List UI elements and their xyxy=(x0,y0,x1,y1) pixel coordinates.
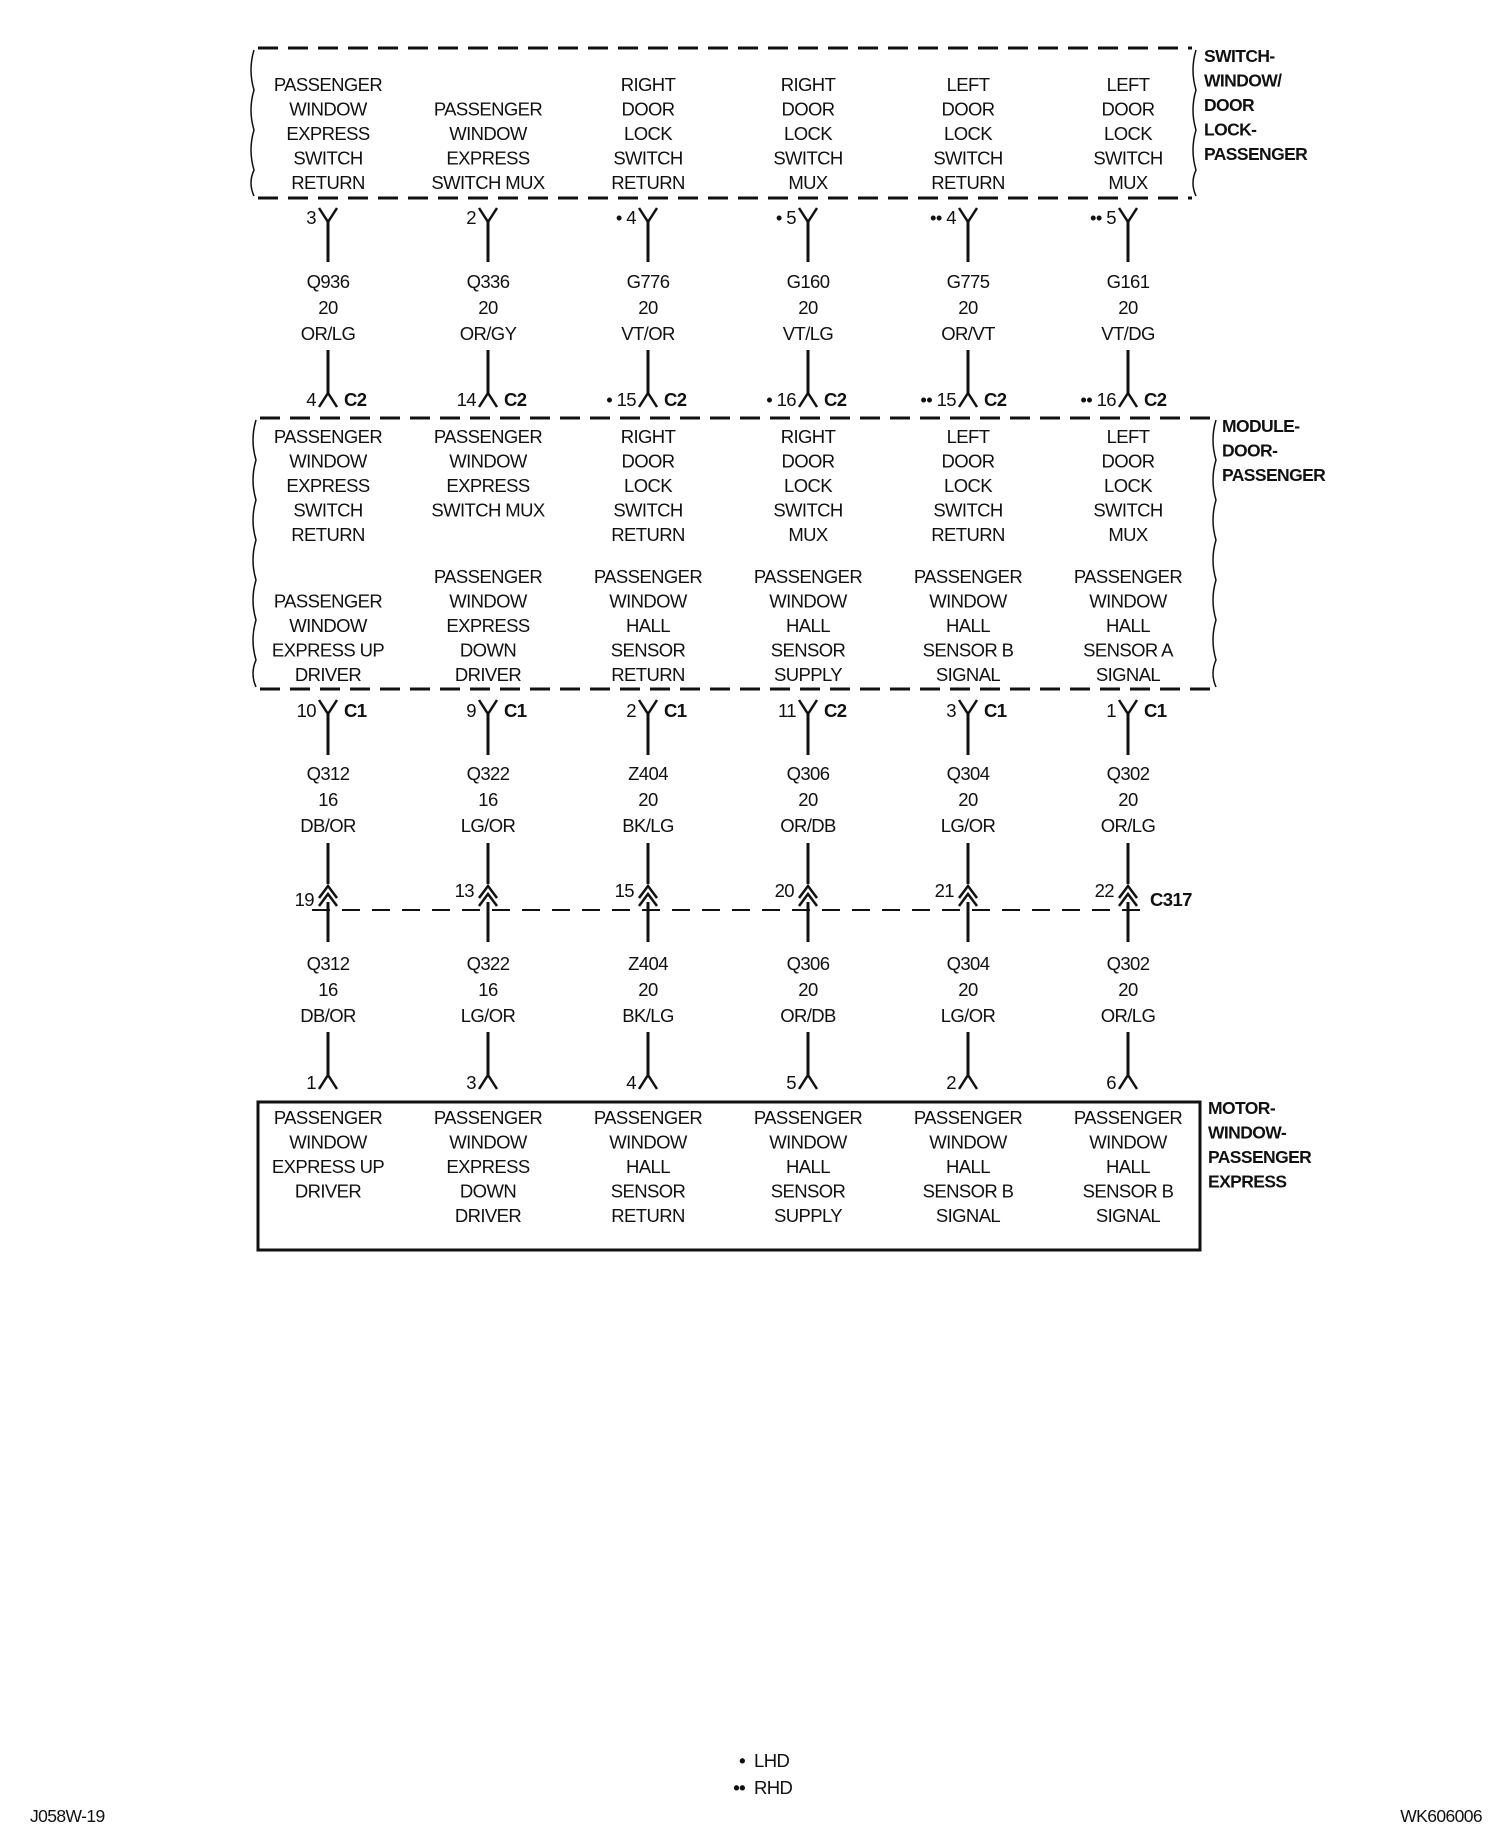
module-lower-pin-label: PASSENGER xyxy=(753,566,863,587)
terminal-shape xyxy=(639,208,657,222)
terminal-shape xyxy=(479,700,497,714)
motor-connector-pin: 5 xyxy=(786,1072,796,1093)
lower-wire-label: 20 xyxy=(638,979,658,1000)
upper-wire-label: G160 xyxy=(786,271,830,292)
switch-connector-pin: • 4 xyxy=(615,207,636,228)
module-upper-pin-label: SWITCH xyxy=(613,499,683,521)
module-upper-pin-label: SWITCH xyxy=(1093,499,1163,521)
module-right-edge xyxy=(1213,420,1216,687)
middle-wire-label: Q304 xyxy=(946,763,990,784)
motor-pin-label: SENSOR B xyxy=(922,1180,1014,1202)
middle-circuits xyxy=(297,700,1167,884)
module-upper-pin-label: SWITCH MUX xyxy=(431,499,545,521)
switch-connector-pin: 3 xyxy=(306,207,316,228)
terminal-shape xyxy=(1119,393,1137,407)
module-lower-pin-label: SENSOR B xyxy=(922,639,1014,661)
terminal-shape xyxy=(639,393,657,407)
motor-pin-label: PASSENGER xyxy=(1073,1107,1183,1128)
motor-terminal xyxy=(639,1075,657,1089)
module-bottom-terminal xyxy=(1119,700,1137,714)
module-lower-pin-label: WINDOW xyxy=(609,590,687,612)
switch-pin-label: WINDOW xyxy=(449,123,527,144)
lower-wire-label: Q306 xyxy=(786,953,830,974)
switch-pin-label: MUX xyxy=(788,172,828,193)
module-bottom-connector-pin: 1 xyxy=(1106,700,1116,721)
module-upper-pin-label: MUX xyxy=(788,524,828,545)
upper-wire-label: Q936 xyxy=(306,271,350,292)
motor-pin-label: WINDOW xyxy=(609,1131,687,1153)
module-bottom-connector-pin: 2 xyxy=(626,700,636,721)
module-top-connector-pin: •• 16 xyxy=(1080,389,1116,410)
module-bottom-terminal xyxy=(799,700,817,714)
switch-terminal xyxy=(1119,208,1137,222)
motor-pin-label: SENSOR xyxy=(770,1180,846,1202)
motor-pin-label: SIGNAL xyxy=(1095,1205,1161,1226)
lower-wire-label: BK/LG xyxy=(622,1005,674,1026)
middle-wire-label: Z404 xyxy=(628,763,668,784)
module-component-name: PASSENGER xyxy=(1222,465,1326,485)
upper-wire-label: G161 xyxy=(1106,271,1150,292)
lower-wire-label: 20 xyxy=(1118,979,1138,1000)
upper-wire-label: 20 xyxy=(798,297,818,318)
terminal-shape xyxy=(319,393,337,407)
motor-pin-label: WINDOW xyxy=(1089,1131,1167,1153)
switch-pin-label: PASSENGER xyxy=(273,74,383,95)
module-bottom-connector-name: C1 xyxy=(504,700,527,721)
motor-connector-pin: 2 xyxy=(946,1072,956,1093)
legend-mark: • xyxy=(739,1750,745,1771)
module-upper-pin-label: DOOR xyxy=(781,450,835,472)
motor-terminal xyxy=(799,1075,817,1089)
module-bottom-connector-pin: 9 xyxy=(466,700,476,721)
upper-wire-label: 20 xyxy=(478,297,498,318)
c317-pin: 21 xyxy=(934,880,954,901)
terminal-shape xyxy=(799,208,817,222)
switch-pin-label: SWITCH xyxy=(773,147,843,169)
motor-component-name: WINDOW- xyxy=(1208,1122,1287,1143)
motor-pin-label: SENSOR xyxy=(610,1180,686,1202)
switch-pin-label: LEFT xyxy=(1106,74,1150,95)
figure-code-right: WK606006 xyxy=(1400,1806,1482,1826)
module-lower-pin-label: WINDOW xyxy=(769,590,847,612)
middle-wire-label: Q302 xyxy=(1106,763,1150,784)
module-lower-pin-label: SUPPLY xyxy=(773,664,843,685)
inline-connector-c317 xyxy=(295,880,1193,910)
switch-pin-label: SWITCH xyxy=(293,147,363,169)
module-top-terminal xyxy=(639,393,657,407)
lower-wire-label: OR/LG xyxy=(1100,1005,1156,1026)
switch-component-name: WINDOW/ xyxy=(1204,70,1282,91)
middle-wire-label: Q322 xyxy=(466,763,510,784)
switch-connector-pin: •• 4 xyxy=(930,207,956,228)
terminal-shape xyxy=(319,1075,337,1089)
module-top-connector-name: C2 xyxy=(344,389,367,410)
motor-pin-label: WINDOW xyxy=(769,1131,847,1153)
switch-pin-label: LOCK xyxy=(1104,123,1152,144)
module-door-passenger-component xyxy=(253,416,1326,689)
module-lower-pin-label: WINDOW xyxy=(929,590,1007,612)
module-lower-pin-label: EXPRESS UP xyxy=(271,639,385,661)
module-upper-pin-label: LEFT xyxy=(946,426,990,447)
lower-wire-label: Q312 xyxy=(306,953,350,974)
switch-window-door-lock-component xyxy=(251,46,1308,198)
module-bottom-terminal xyxy=(319,700,337,714)
middle-wire-label: 20 xyxy=(1118,789,1138,810)
terminal-shape xyxy=(639,1075,657,1089)
upper-wire-label: OR/VT xyxy=(941,323,995,344)
module-lower-pin-label: SIGNAL xyxy=(935,664,1001,685)
figure-code-left: J058W-19 xyxy=(30,1806,105,1826)
lower-wire-label: 16 xyxy=(318,979,338,1000)
module-top-connector-name: C2 xyxy=(824,389,847,410)
terminal-shape xyxy=(319,208,337,222)
motor-pin-label: EXPRESS UP xyxy=(271,1156,385,1177)
motor-pin-label: HALL xyxy=(1106,1156,1150,1177)
upper-wire-label: 20 xyxy=(318,297,338,318)
switch-terminal xyxy=(799,208,817,222)
module-lower-pin-label: EXPRESS xyxy=(446,615,530,636)
lower-wire-label: Z404 xyxy=(628,953,668,974)
motor-pin-label: WINDOW xyxy=(929,1131,1007,1153)
switch-pin-label: DOOR xyxy=(941,98,995,120)
module-lower-pin-label: DOWN xyxy=(459,639,517,661)
switch-pin-label: SWITCH xyxy=(1093,147,1163,169)
c317-pin: 15 xyxy=(614,880,634,901)
switch-component-name: PASSENGER xyxy=(1204,144,1308,164)
module-bottom-connector-name: C1 xyxy=(344,700,367,721)
c317-pin: 13 xyxy=(454,880,474,901)
switch-pin-label: LOCK xyxy=(784,123,832,144)
middle-wire-label: 20 xyxy=(958,789,978,810)
middle-wire-label: OR/DB xyxy=(780,815,836,836)
module-lower-pin-label: HALL xyxy=(1106,615,1150,636)
module-top-terminal xyxy=(479,393,497,407)
module-bottom-connector-pin: 3 xyxy=(946,700,956,721)
terminal-shape xyxy=(319,700,337,714)
terminal-shape xyxy=(479,393,497,407)
switch-pin-label: SWITCH MUX xyxy=(431,172,545,193)
motor-pin-label: PASSENGER xyxy=(913,1107,1023,1128)
terminal-shape xyxy=(959,1075,977,1089)
middle-wire-label: 20 xyxy=(798,789,818,810)
c317-pin: 22 xyxy=(1094,880,1114,901)
switch-pin-label: EXPRESS xyxy=(286,123,370,144)
motor-pin-label: WINDOW xyxy=(289,1131,367,1153)
switch-pin-label: RETURN xyxy=(931,172,1005,193)
terminal-shape xyxy=(799,393,817,407)
lower-wire-label: Q302 xyxy=(1106,953,1150,974)
switch-terminal xyxy=(959,208,977,222)
motor-pin-label: DRIVER xyxy=(294,1180,362,1202)
c317-name: C317 xyxy=(1150,889,1192,910)
lower-wire-label: LG/OR xyxy=(460,1005,516,1026)
module-upper-pin-label: RIGHT xyxy=(780,426,836,447)
module-bottom-connector-pin: 11 xyxy=(777,700,796,721)
module-lower-pin-label: SIGNAL xyxy=(1095,664,1161,685)
motor-pin-label: HALL xyxy=(946,1156,990,1177)
motor-box xyxy=(258,1102,1200,1250)
module-component-name: MODULE- xyxy=(1222,416,1300,436)
footer xyxy=(30,1806,1482,1826)
terminal-shape xyxy=(1119,208,1137,222)
lower-wire-label: DB/OR xyxy=(300,1005,356,1026)
module-top-connector-pin: 14 xyxy=(456,389,476,410)
module-component-name: DOOR- xyxy=(1222,440,1278,461)
lower-wire-label: LG/OR xyxy=(940,1005,996,1026)
switch-pin-label: RIGHT xyxy=(780,74,836,95)
motor-pin-label: WINDOW xyxy=(449,1131,527,1153)
middle-wire-label: Q312 xyxy=(306,763,350,784)
module-lower-pin-label: RETURN xyxy=(611,664,685,685)
switch-pin-label: SWITCH xyxy=(613,147,683,169)
module-lower-pin-label: WINDOW xyxy=(449,590,527,612)
module-top-connector-pin: 4 xyxy=(306,389,316,410)
module-lower-pin-label: PASSENGER xyxy=(273,590,383,612)
switch-pin-label: SWITCH xyxy=(933,147,1003,169)
module-lower-pin-label: WINDOW xyxy=(1089,590,1167,612)
legend-mark: •• xyxy=(733,1777,745,1798)
c317-pin: 19 xyxy=(294,889,314,910)
upper-wire-label: 20 xyxy=(958,297,978,318)
switch-terminal xyxy=(319,208,337,222)
switch-pin-label: LOCK xyxy=(624,123,672,144)
switch-pin-label: DOOR xyxy=(621,98,675,120)
switch-left-edge xyxy=(251,50,254,196)
module-top-connector-pin: • 16 xyxy=(766,389,796,410)
module-upper-pin-label: PASSENGER xyxy=(433,426,543,447)
motor-window-passenger-express-component xyxy=(258,1098,1312,1250)
module-upper-pin-label: PASSENGER xyxy=(273,426,383,447)
terminal-shape xyxy=(479,1075,497,1089)
module-top-connector-name: C2 xyxy=(1144,389,1167,410)
motor-component-name: PASSENGER xyxy=(1208,1147,1312,1167)
switch-pin-label: DOOR xyxy=(1101,98,1155,120)
motor-connector-pin: 1 xyxy=(306,1072,316,1093)
motor-terminal xyxy=(479,1075,497,1089)
module-top-connector-pin: • 15 xyxy=(606,389,636,410)
switch-pin-label: RETURN xyxy=(611,172,685,193)
module-bottom-terminal xyxy=(639,700,657,714)
switch-pin-label: RIGHT xyxy=(620,74,676,95)
switch-right-edge xyxy=(1193,50,1196,196)
module-upper-pin-label: DOOR xyxy=(941,450,995,472)
module-upper-pin-label: SWITCH xyxy=(293,499,363,521)
motor-component-name: MOTOR- xyxy=(1208,1098,1276,1118)
module-upper-pin-label: RETURN xyxy=(931,524,1005,545)
switch-component-name: LOCK- xyxy=(1204,119,1257,140)
switch-pin-label: DOOR xyxy=(781,98,835,120)
module-top-connector-name: C2 xyxy=(664,389,687,410)
module-lower-pin-label: SENSOR xyxy=(770,639,846,661)
switch-terminal xyxy=(479,208,497,222)
switch-pin-label: MUX xyxy=(1108,172,1148,193)
upper-wire-label: VT/LG xyxy=(782,323,834,344)
module-bottom-connector-name: C2 xyxy=(824,700,847,721)
module-top-terminal xyxy=(799,393,817,407)
module-upper-pin-label: LOCK xyxy=(1104,475,1152,496)
upper-wire-label: VT/OR xyxy=(621,323,675,344)
module-lower-pin-label: PASSENGER xyxy=(593,566,703,587)
module-left-edge xyxy=(253,420,256,687)
motor-pin-label: SENSOR B xyxy=(1082,1180,1174,1202)
module-upper-pin-label: WINDOW xyxy=(449,450,527,472)
module-lower-pin-label: WINDOW xyxy=(289,615,367,636)
module-top-connector-pin: •• 15 xyxy=(920,389,956,410)
module-lower-pin-label: SENSOR xyxy=(610,639,686,661)
motor-pin-label: PASSENGER xyxy=(273,1107,383,1128)
motor-pin-label: RETURN xyxy=(611,1205,685,1226)
lower-wire-label: 20 xyxy=(958,979,978,1000)
motor-pin-label: EXPRESS xyxy=(446,1156,530,1177)
terminal-shape xyxy=(1119,700,1137,714)
switch-component-name: DOOR xyxy=(1204,95,1255,115)
c317-pin: 20 xyxy=(774,880,794,901)
legend xyxy=(733,1750,792,1798)
motor-pin-label: HALL xyxy=(626,1156,670,1177)
module-bottom-connector-name: C1 xyxy=(984,700,1007,721)
module-upper-pin-label: SWITCH xyxy=(933,499,1003,521)
module-upper-pin-label: DOOR xyxy=(621,450,675,472)
middle-wire-label: LG/OR xyxy=(460,815,516,836)
module-upper-pin-label: LOCK xyxy=(784,475,832,496)
module-upper-pin-label: RIGHT xyxy=(620,426,676,447)
module-top-connector-name: C2 xyxy=(504,389,527,410)
module-upper-pin-label: DOOR xyxy=(1101,450,1155,472)
motor-terminal xyxy=(959,1075,977,1089)
upper-wire-label: 20 xyxy=(638,297,658,318)
switch-pin-label: LOCK xyxy=(944,123,992,144)
upper-wire-label: Q336 xyxy=(466,271,510,292)
module-lower-pin-label: HALL xyxy=(786,615,830,636)
module-top-terminal xyxy=(1119,393,1137,407)
motor-pin-label: DRIVER xyxy=(454,1205,522,1226)
motor-terminal xyxy=(1119,1075,1137,1089)
module-lower-pin-label: HALL xyxy=(946,615,990,636)
module-upper-pin-label: LEFT xyxy=(1106,426,1150,447)
legend-text: LHD xyxy=(754,1750,790,1771)
switch-pin-label: LEFT xyxy=(946,74,990,95)
lower-wire-label: 20 xyxy=(798,979,818,1000)
terminal-shape xyxy=(799,700,817,714)
upper-wire-label: 20 xyxy=(1118,297,1138,318)
motor-connector-pin: 6 xyxy=(1106,1072,1116,1093)
motor-pin-label: DOWN xyxy=(459,1180,517,1202)
terminal-shape xyxy=(959,393,977,407)
middle-wire-label: 16 xyxy=(318,789,338,810)
module-lower-pin-label: DRIVER xyxy=(294,664,362,685)
lower-wire-label: Q322 xyxy=(466,953,510,974)
motor-pin-label: PASSENGER xyxy=(753,1107,863,1128)
upper-wire-label: G776 xyxy=(626,271,670,292)
module-upper-pin-label: MUX xyxy=(1108,524,1148,545)
module-upper-pin-label: SWITCH xyxy=(773,499,843,521)
switch-terminal xyxy=(639,208,657,222)
motor-connector-pin: 3 xyxy=(466,1072,476,1093)
module-bottom-terminal xyxy=(959,700,977,714)
switch-pin-label: WINDOW xyxy=(289,98,367,120)
module-lower-pin-label: PASSENGER xyxy=(913,566,1023,587)
module-upper-pin-label: LOCK xyxy=(944,475,992,496)
module-bottom-connector-pin: 10 xyxy=(296,700,316,721)
module-upper-pin-label: LOCK xyxy=(624,475,672,496)
module-lower-pin-label: DRIVER xyxy=(454,664,522,685)
terminal-shape xyxy=(959,700,977,714)
upper-circuits xyxy=(301,207,1167,410)
module-top-connector-name: C2 xyxy=(984,389,1007,410)
lower-wire-label: OR/DB xyxy=(780,1005,836,1026)
middle-wire-label: 20 xyxy=(638,789,658,810)
terminal-shape xyxy=(1119,1075,1137,1089)
motor-terminal xyxy=(319,1075,337,1089)
module-lower-pin-label: PASSENGER xyxy=(433,566,543,587)
module-upper-pin-label: EXPRESS xyxy=(446,475,530,496)
module-upper-pin-label: WINDOW xyxy=(289,450,367,472)
module-bottom-connector-name: C1 xyxy=(1144,700,1167,721)
upper-wire-label: G775 xyxy=(946,271,990,292)
terminal-shape xyxy=(959,208,977,222)
switch-connector-pin: •• 5 xyxy=(1090,207,1116,228)
middle-wire-label: OR/LG xyxy=(1100,815,1156,836)
motor-pin-label: PASSENGER xyxy=(593,1107,703,1128)
motor-pin-label: SIGNAL xyxy=(935,1205,1001,1226)
upper-wire-label: OR/LG xyxy=(300,323,356,344)
motor-connector-pin: 4 xyxy=(626,1072,636,1093)
middle-wire-label: 16 xyxy=(478,789,498,810)
module-lower-pin-label: SENSOR A xyxy=(1083,639,1173,661)
module-lower-pin-label: HALL xyxy=(626,615,670,636)
switch-pin-label: EXPRESS xyxy=(446,147,530,169)
module-bottom-terminal xyxy=(479,700,497,714)
switch-connector-pin: • 5 xyxy=(775,207,796,228)
module-upper-pin-label: EXPRESS xyxy=(286,475,370,496)
middle-wire-label: Q306 xyxy=(786,763,830,784)
module-upper-pin-label: RETURN xyxy=(291,524,365,545)
module-top-terminal xyxy=(319,393,337,407)
upper-wire-label: OR/GY xyxy=(459,323,517,344)
terminal-shape xyxy=(799,1075,817,1089)
middle-wire-label: DB/OR xyxy=(300,815,356,836)
middle-wire-label: BK/LG xyxy=(622,815,674,836)
switch-connector-pin: 2 xyxy=(466,207,476,228)
lower-wire-label: Q304 xyxy=(946,953,990,974)
module-upper-pin-label: RETURN xyxy=(611,524,685,545)
module-lower-pin-label: PASSENGER xyxy=(1073,566,1183,587)
switch-component-name: SWITCH- xyxy=(1204,46,1275,66)
switch-pin-label: RETURN xyxy=(291,172,365,193)
middle-wire-label: LG/OR xyxy=(940,815,996,836)
motor-pin-label: PASSENGER xyxy=(433,1107,543,1128)
switch-pin-label: PASSENGER xyxy=(433,98,543,120)
motor-pin-label: HALL xyxy=(786,1156,830,1177)
module-bottom-connector-name: C1 xyxy=(664,700,687,721)
terminal-shape xyxy=(639,700,657,714)
module-top-terminal xyxy=(959,393,977,407)
motor-pin-label: SUPPLY xyxy=(773,1205,843,1226)
motor-component-name: EXPRESS xyxy=(1208,1171,1287,1192)
upper-wire-label: VT/DG xyxy=(1101,323,1155,344)
legend-text: RHD xyxy=(754,1777,793,1798)
lower-wire-label: 16 xyxy=(478,979,498,1000)
lower-circuits xyxy=(300,902,1155,1093)
terminal-shape xyxy=(479,208,497,222)
